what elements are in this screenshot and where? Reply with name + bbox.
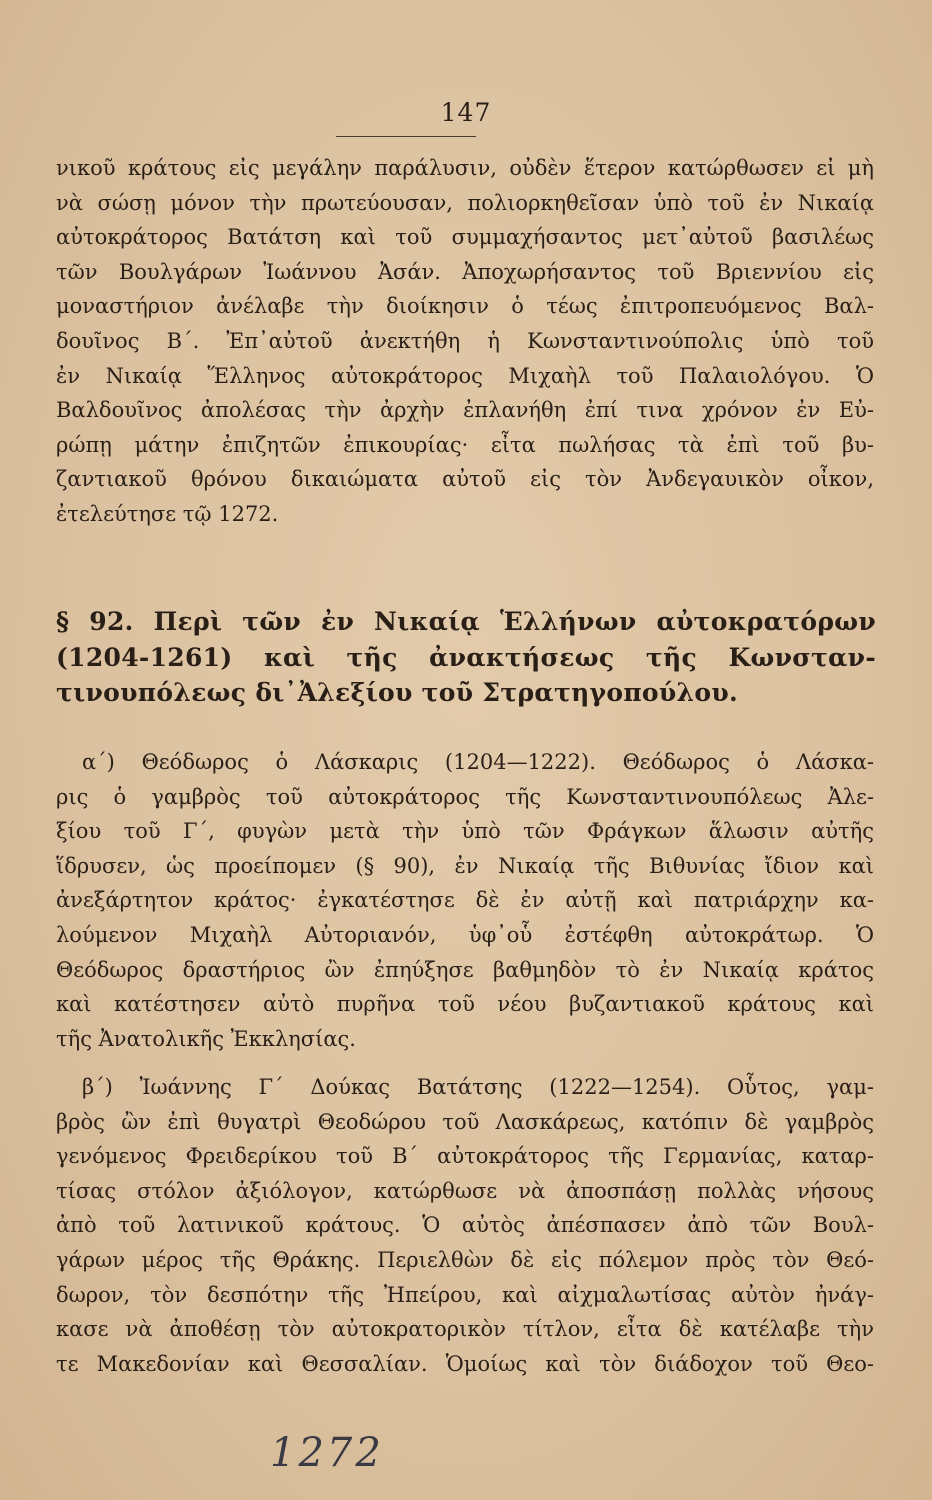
text-line: κασε νὰ ἀποθέσῃ τὸν αὐτοκρατορικὸν τίτλον, εἶτα δὲ κατέλαβε τὴν	[56, 1317, 874, 1342]
text-line: τίσας στόλον ἀξιόλογον, κατώρθωσε νὰ ἀποσπάσῃ πολλὰς νήσους	[56, 1178, 874, 1203]
header-rule	[336, 136, 476, 137]
heading-line: τινουπόλεως δι᾽Ἀλεξίου τοῦ Στρατηγοπούλου.	[56, 678, 738, 707]
text-line: ἐτελεύτησε τῷ 1272.	[56, 501, 279, 526]
text-line: τε Μακεδονίαν καὶ Θεσσαλίαν. Ὁμοίως καὶ τὸν διάδοχον τοῦ Θεο-	[56, 1351, 874, 1376]
text-line: καὶ κατέστησεν αὐτὸ πυρῆνα τοῦ νέου βυζαντιακοῦ κράτους καὶ	[56, 992, 874, 1017]
text-line: λούμενον Μιχαὴλ Αὐτοριανόν, ὑφ᾽οὗ ἐστέφθη αὐτοκράτωρ. Ὁ	[56, 922, 874, 947]
text-line: Βαλδουῖνος ἀπολέσας τὴν ἀρχὴν ἐπλανήθη ἐπί τινα χρόνον ἐν Εὐ-	[56, 398, 874, 423]
text-line: γάρων μέρος τῆς Θράκης. Περιελθὼν δὲ εἰς πόλεμον πρὸς τὸν Θεό-	[56, 1247, 874, 1272]
text-line: νικοῦ κράτους εἰς μεγάλην παράλυσιν, οὐδὲν ἕτερον κατώρθωσεν εἰ μὴ	[56, 156, 874, 180]
text-line: τῆς Ἀνατολικῆς Ἐκκλησίας.	[56, 1026, 356, 1051]
heading-line: (1204-1261) καὶ τῆς ἀνακτήσεως τῆς Κωνσταν-	[56, 642, 876, 672]
text-line: ἐν Νικαίᾳ Ἕλληνος αὐτοκράτορος Μιχαὴλ τοῦ Παλαιολόγου. Ὁ	[56, 363, 874, 388]
paragraph-3	[56, 1070, 874, 1381]
text-line: βρὸς ὢν ἐπὶ θυγατρὶ Θεοδώρου τοῦ Λασκάρεως, κατόπιν δὲ γαμβρὸς	[56, 1109, 874, 1134]
text-line: α΄) Θεόδωρος ὁ Λάσκαρις (1204—1222). Θεόδωρος ὁ Λάσκα-	[82, 750, 874, 774]
handwritten-note: 1272	[270, 1430, 384, 1476]
text-line: τῶν Βουλγάρων Ἰωάννου Ἀσάν. Ἀποχωρήσαντος τοῦ Βριεννίου εἰς	[56, 259, 874, 284]
page-number: 147	[440, 98, 492, 127]
text-line: ξίου τοῦ Γ΄, φυγὼν μετὰ τὴν ὑπὸ τῶν Φράγκων ἅλωσιν αὐτῆς	[56, 819, 874, 844]
text-line: ἀνεξάρτητον κράτος· ἐγκατέστησε δὲ ἐν αὐτῇ καὶ πατριάρχην κα-	[56, 888, 874, 913]
text-line: δουῖνος Β΄. Ἐπ᾽αὐτοῦ ἀνεκτήθη ἡ Κωνσταντινούπολις ὑπὸ τοῦ	[56, 328, 874, 353]
text-line: νὰ σώσῃ μόνον τὴν πρωτεύουσαν, πολιορκηθεῖσαν ὑπὸ τοῦ ἐν Νικαίᾳ	[56, 190, 874, 215]
paragraph-2	[56, 745, 874, 1056]
text-line: ρώπῃ μάτην ἐπιζητῶν ἐπικουρίας· εἶτα πωλήσας τὰ ἐπὶ τοῦ βυ-	[56, 432, 874, 457]
text-line: δωρον, τὸν δεσπότην τῆς Ἠπείρου, καὶ αἰχμαλωτίσας αὐτὸν ἠνάγ-	[56, 1282, 874, 1307]
text-line: Θεόδωρος δραστήριος ὢν ἐπηύξησε βαθμηδὸν τὸ ἐν Νικαίᾳ κράτος	[56, 957, 874, 982]
text-line: ζαντιακοῦ θρόνου δικαιώματα αὐτοῦ εἰς τὸν Ἀνδεγαυικὸν οἶκον,	[56, 467, 874, 492]
text-line: ρις ὁ γαμβρὸς τοῦ αὐτοκράτορος τῆς Κωνσταντινουπόλεως Ἀλε-	[56, 784, 874, 809]
text-line: αὐτοκράτορος Βατάτση καὶ τοῦ συμμαχήσαντος μετ᾽αὐτοῦ βασιλέως	[56, 225, 874, 250]
heading-line: § 92. Περὶ τῶν ἐν Νικαίᾳ Ἑλλήνων αὐτοκρατόρων	[56, 607, 876, 636]
section-heading	[56, 604, 876, 711]
text-line: β΄) Ἰωάννης Γ΄ Δούκας Βατάτσης (1222—1254). Οὗτος, γαμ-	[82, 1075, 874, 1099]
text-line: γενόμενος Φρειδερίκου τοῦ Β΄ αὐτοκράτορος τῆς Γερμανίας, καταρ-	[56, 1144, 874, 1169]
text-line: ἀπὸ τοῦ λατινικοῦ κράτους. Ὁ αὐτὸς ἀπέσπασεν ἀπὸ τῶν Βουλ-	[56, 1213, 874, 1238]
text-line: μοναστήριον ἀνέλαβε τὴν διοίκησιν ὁ τέως ἐπιτροπευόμενος Βαλ-	[56, 294, 874, 319]
paragraph-1	[56, 151, 874, 532]
text-line: ἵδρυσεν, ὡς προείπομεν (§ 90), ἐν Νικαίᾳ τῆς Βιθυνίας ἴδιον καὶ	[56, 853, 874, 878]
